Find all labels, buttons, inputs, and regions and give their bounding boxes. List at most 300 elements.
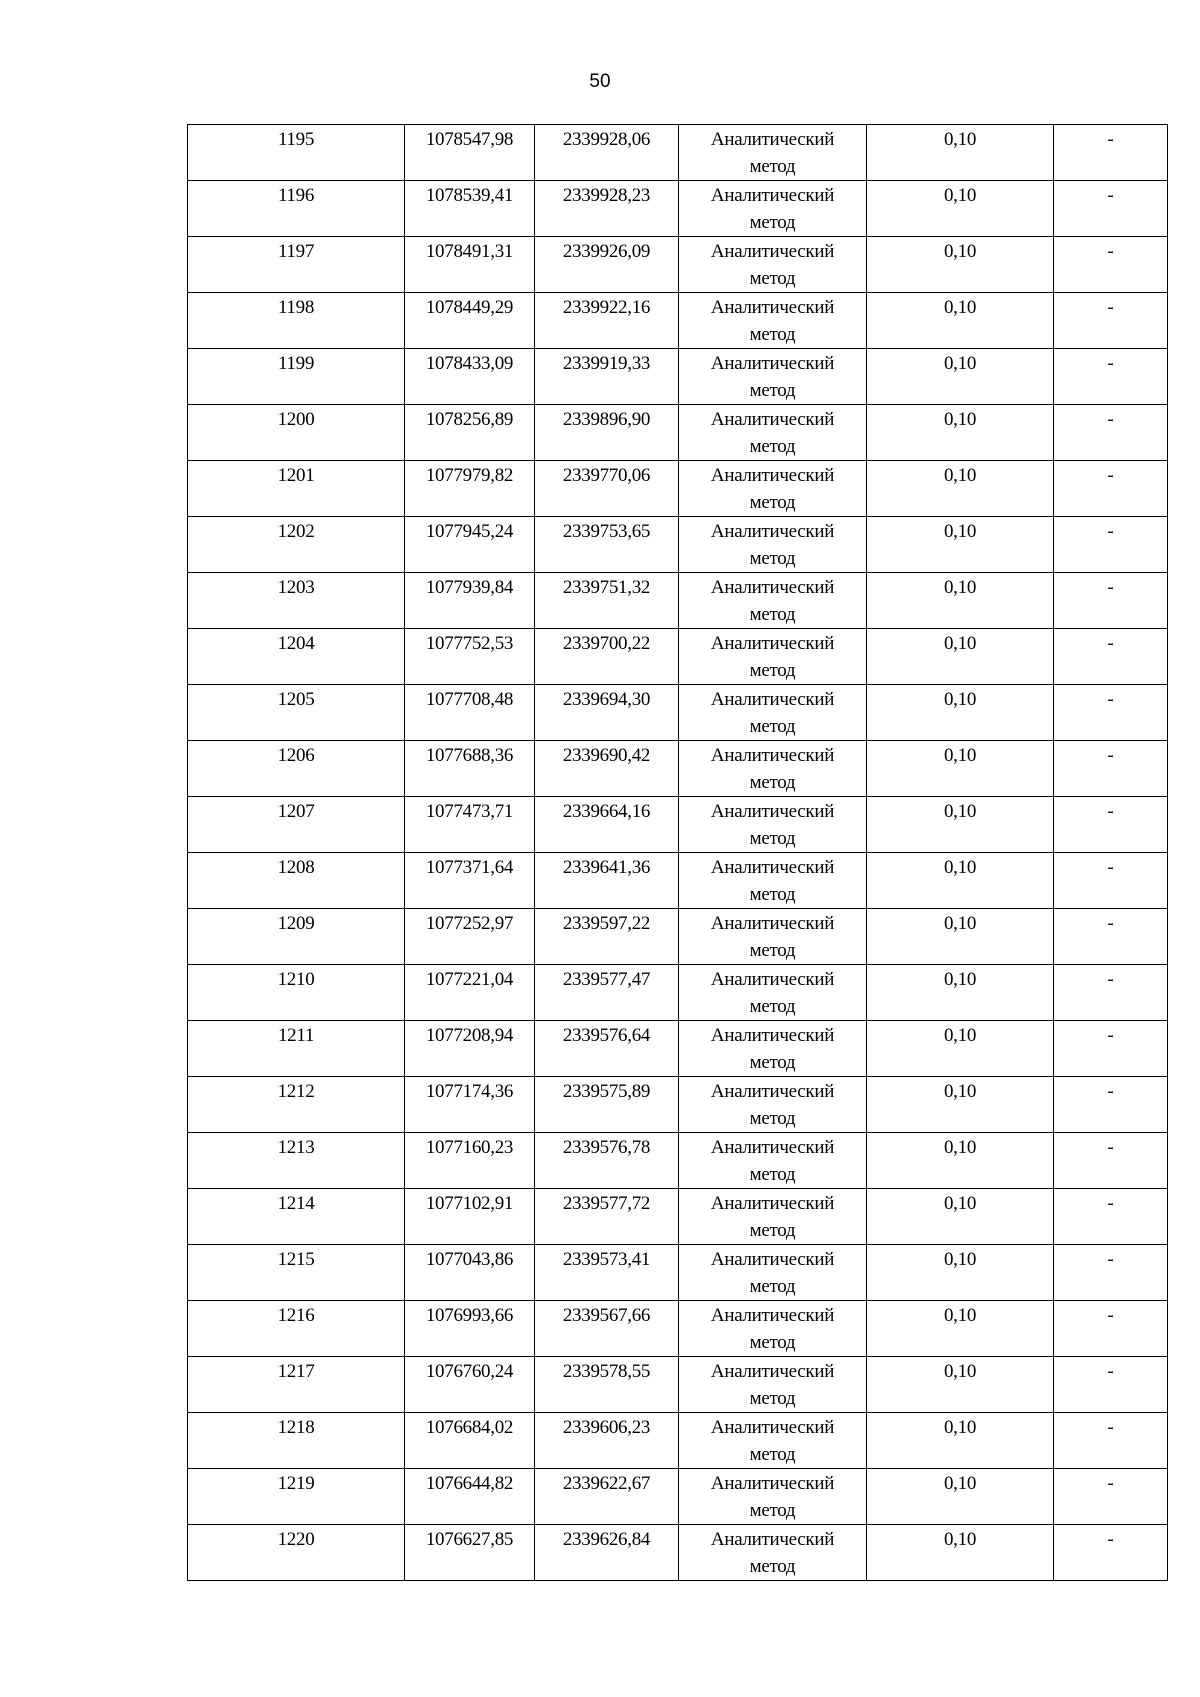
point-number-cell [188, 405, 405, 461]
point-number: 1212 [277, 1081, 315, 1102]
x-coordinate: 1077371,64 [425, 857, 514, 878]
accuracy-cell [867, 293, 1054, 349]
accuracy-cell [867, 965, 1054, 1021]
determination-method: Аналитический метод [710, 1249, 835, 1297]
table-row [188, 181, 1168, 237]
method-cell [679, 1413, 867, 1469]
accuracy-value: 0,10 [943, 409, 977, 430]
accuracy-value: 0,10 [943, 1473, 977, 1494]
note-value: - [1107, 1305, 1114, 1326]
note-value: - [1107, 969, 1114, 990]
y-coordinate: 2339578,55 [562, 1361, 651, 1382]
y-coordinate-cell [535, 1525, 679, 1581]
x-coordinate-cell [405, 237, 535, 293]
note-cell [1054, 349, 1168, 405]
y-coordinate-cell [535, 461, 679, 517]
method-cell [679, 797, 867, 853]
point-number: 1208 [277, 857, 315, 878]
table-row [188, 349, 1168, 405]
x-coordinate: 1076627,85 [425, 1529, 514, 1550]
x-coordinate-cell [405, 573, 535, 629]
determination-method: Аналитический метод [710, 745, 835, 793]
point-number: 1197 [277, 241, 315, 262]
y-coordinate-cell [535, 1301, 679, 1357]
point-number: 1220 [277, 1529, 315, 1550]
y-coordinate: 2339926,09 [562, 241, 651, 262]
point-number: 1213 [277, 1137, 315, 1158]
point-number-cell [188, 1301, 405, 1357]
point-number-cell [188, 1469, 405, 1525]
point-number-cell [188, 517, 405, 573]
note-value: - [1107, 577, 1114, 598]
y-coordinate-cell [535, 797, 679, 853]
method-cell [679, 1357, 867, 1413]
point-number-cell [188, 237, 405, 293]
accuracy-cell [867, 853, 1054, 909]
table-row [188, 909, 1168, 965]
accuracy-cell [867, 1189, 1054, 1245]
method-cell [679, 293, 867, 349]
note-value: - [1107, 633, 1114, 654]
y-coordinate-cell [535, 1077, 679, 1133]
x-coordinate: 1078539,41 [425, 185, 514, 206]
x-coordinate: 1077252,97 [425, 913, 514, 934]
note-cell [1054, 405, 1168, 461]
y-coordinate: 2339928,23 [562, 185, 651, 206]
accuracy-value: 0,10 [943, 801, 977, 822]
accuracy-value: 0,10 [943, 1193, 977, 1214]
determination-method: Аналитический метод [710, 241, 835, 289]
x-coordinate: 1078256,89 [425, 409, 514, 430]
point-number-cell [188, 1413, 405, 1469]
method-cell [679, 181, 867, 237]
accuracy-value: 0,10 [943, 577, 977, 598]
determination-method: Аналитический метод [710, 1417, 835, 1465]
note-value: - [1107, 801, 1114, 822]
table-row [188, 741, 1168, 797]
table-row [188, 405, 1168, 461]
x-coordinate: 1077208,94 [425, 1025, 514, 1046]
method-cell [679, 237, 867, 293]
determination-method: Аналитический метод [710, 1193, 835, 1241]
method-cell [679, 965, 867, 1021]
point-number: 1201 [277, 465, 315, 486]
note-value: - [1107, 353, 1114, 374]
accuracy-cell [867, 237, 1054, 293]
x-coordinate: 1076644,82 [425, 1473, 514, 1494]
y-coordinate: 2339577,72 [562, 1193, 651, 1214]
determination-method: Аналитический метод [710, 801, 835, 849]
x-coordinate: 1078547,98 [425, 129, 514, 150]
point-number-cell [188, 461, 405, 517]
accuracy-value: 0,10 [943, 689, 977, 710]
y-coordinate: 2339567,66 [562, 1305, 651, 1326]
note-value: - [1107, 745, 1114, 766]
point-number-cell [188, 1077, 405, 1133]
note-cell [1054, 909, 1168, 965]
note-value: - [1107, 857, 1114, 878]
y-coordinate: 2339576,78 [562, 1137, 651, 1158]
note-cell [1054, 1077, 1168, 1133]
x-coordinate: 1077945,24 [425, 521, 514, 542]
point-number: 1209 [277, 913, 315, 934]
y-coordinate: 2339606,23 [562, 1417, 651, 1438]
y-coordinate: 2339622,67 [562, 1473, 651, 1494]
y-coordinate-cell [535, 1021, 679, 1077]
point-number: 1219 [277, 1473, 315, 1494]
determination-method: Аналитический метод [710, 353, 835, 401]
x-coordinate-cell [405, 1301, 535, 1357]
point-number-cell [188, 965, 405, 1021]
table-row [188, 125, 1168, 181]
y-coordinate: 2339753,65 [562, 521, 651, 542]
x-coordinate: 1077221,04 [425, 969, 514, 990]
method-cell [679, 1133, 867, 1189]
x-coordinate: 1076760,24 [425, 1361, 514, 1382]
determination-method: Аналитический метод [710, 633, 835, 681]
method-cell [679, 909, 867, 965]
x-coordinate-cell [405, 517, 535, 573]
note-cell [1054, 685, 1168, 741]
accuracy-value: 0,10 [943, 969, 977, 990]
determination-method: Аналитический метод [710, 689, 835, 737]
point-number-cell [188, 797, 405, 853]
table-row [188, 1301, 1168, 1357]
x-coordinate: 1077043,86 [425, 1249, 514, 1270]
accuracy-value: 0,10 [943, 297, 977, 318]
accuracy-value: 0,10 [943, 1081, 977, 1102]
method-cell [679, 405, 867, 461]
table-row [188, 629, 1168, 685]
x-coordinate: 1077688,36 [425, 745, 514, 766]
determination-method: Аналитический метод [710, 577, 835, 625]
y-coordinate: 2339576,64 [562, 1025, 651, 1046]
accuracy-cell [867, 1077, 1054, 1133]
x-coordinate-cell [405, 741, 535, 797]
point-number: 1210 [277, 969, 315, 990]
accuracy-cell [867, 1357, 1054, 1413]
y-coordinate: 2339700,22 [562, 633, 651, 654]
note-cell [1054, 1413, 1168, 1469]
y-coordinate-cell [535, 1469, 679, 1525]
determination-method: Аналитический метод [710, 409, 835, 457]
accuracy-cell [867, 349, 1054, 405]
note-cell [1054, 125, 1168, 181]
point-number-cell [188, 573, 405, 629]
x-coordinate: 1078449,29 [425, 297, 514, 318]
method-cell [679, 1525, 867, 1581]
point-number-cell [188, 349, 405, 405]
table-row [188, 293, 1168, 349]
accuracy-value: 0,10 [943, 1361, 977, 1382]
determination-method: Аналитический метод [710, 1473, 835, 1521]
note-cell [1054, 1245, 1168, 1301]
note-cell [1054, 517, 1168, 573]
y-coordinate-cell [535, 909, 679, 965]
x-coordinate-cell [405, 349, 535, 405]
y-coordinate: 2339690,42 [562, 745, 651, 766]
x-coordinate: 1077979,82 [425, 465, 514, 486]
determination-method: Аналитический метод [710, 521, 835, 569]
table-row [188, 1189, 1168, 1245]
method-cell [679, 1077, 867, 1133]
note-value: - [1107, 465, 1114, 486]
point-number-cell [188, 1021, 405, 1077]
note-cell [1054, 1133, 1168, 1189]
accuracy-value: 0,10 [943, 633, 977, 654]
accuracy-value: 0,10 [943, 1025, 977, 1046]
accuracy-cell [867, 517, 1054, 573]
y-coordinate: 2339928,06 [562, 129, 651, 150]
accuracy-value: 0,10 [943, 745, 977, 766]
y-coordinate: 2339919,33 [562, 353, 651, 374]
note-cell [1054, 461, 1168, 517]
y-coordinate-cell [535, 1357, 679, 1413]
x-coordinate: 1077939,84 [425, 577, 514, 598]
x-coordinate-cell [405, 1245, 535, 1301]
point-number: 1202 [277, 521, 315, 542]
x-coordinate-cell [405, 1077, 535, 1133]
note-cell [1054, 181, 1168, 237]
method-cell [679, 1245, 867, 1301]
determination-method: Аналитический метод [710, 297, 835, 345]
page-number: 50 [589, 71, 611, 92]
determination-method: Аналитический метод [710, 1081, 835, 1129]
note-cell [1054, 965, 1168, 1021]
method-cell [679, 125, 867, 181]
table-row [188, 573, 1168, 629]
note-cell [1054, 237, 1168, 293]
accuracy-cell [867, 741, 1054, 797]
accuracy-value: 0,10 [943, 521, 977, 542]
point-number-cell [188, 125, 405, 181]
method-cell [679, 1469, 867, 1525]
note-cell [1054, 853, 1168, 909]
x-coordinate-cell [405, 1525, 535, 1581]
note-value: - [1107, 409, 1114, 430]
determination-method: Аналитический метод [710, 465, 835, 513]
y-coordinate-cell [535, 1189, 679, 1245]
x-coordinate-cell [405, 125, 535, 181]
x-coordinate-cell [405, 1469, 535, 1525]
method-cell [679, 1301, 867, 1357]
method-cell [679, 573, 867, 629]
determination-method: Аналитический метод [710, 1305, 835, 1353]
table-row [188, 797, 1168, 853]
y-coordinate: 2339922,16 [562, 297, 651, 318]
x-coordinate: 1076684,02 [425, 1417, 514, 1438]
point-number: 1196 [277, 185, 315, 206]
note-value: - [1107, 297, 1114, 318]
x-coordinate-cell [405, 965, 535, 1021]
x-coordinate: 1076993,66 [425, 1305, 514, 1326]
x-coordinate: 1077174,36 [425, 1081, 514, 1102]
point-number: 1205 [277, 689, 315, 710]
point-number-cell [188, 909, 405, 965]
table-row [188, 517, 1168, 573]
x-coordinate-cell [405, 797, 535, 853]
y-coordinate-cell [535, 237, 679, 293]
point-number: 1203 [277, 577, 315, 598]
accuracy-value: 0,10 [943, 1249, 977, 1270]
x-coordinate-cell [405, 1357, 535, 1413]
x-coordinate-cell [405, 405, 535, 461]
method-cell [679, 349, 867, 405]
y-coordinate: 2339694,30 [562, 689, 651, 710]
x-coordinate: 1077473,71 [425, 801, 514, 822]
y-coordinate: 2339626,84 [562, 1529, 651, 1550]
note-cell [1054, 293, 1168, 349]
note-value: - [1107, 1417, 1114, 1438]
note-value: - [1107, 129, 1114, 150]
determination-method: Аналитический метод [710, 185, 835, 233]
point-number: 1218 [277, 1417, 315, 1438]
y-coordinate: 2339575,89 [562, 1081, 651, 1102]
note-value: - [1107, 1025, 1114, 1046]
point-number-cell [188, 685, 405, 741]
point-number: 1214 [277, 1193, 315, 1214]
note-value: - [1107, 185, 1114, 206]
y-coordinate-cell [535, 405, 679, 461]
x-coordinate-cell [405, 1189, 535, 1245]
x-coordinate-cell [405, 181, 535, 237]
note-value: - [1107, 1081, 1114, 1102]
determination-method: Аналитический метод [710, 129, 835, 177]
accuracy-cell [867, 1525, 1054, 1581]
accuracy-value: 0,10 [943, 129, 977, 150]
point-number-cell [188, 629, 405, 685]
x-coordinate-cell [405, 293, 535, 349]
x-coordinate: 1078433,09 [425, 353, 514, 374]
accuracy-cell [867, 909, 1054, 965]
y-coordinate-cell [535, 1133, 679, 1189]
point-number: 1195 [277, 129, 315, 150]
note-cell [1054, 797, 1168, 853]
point-number: 1216 [277, 1305, 315, 1326]
point-number-cell [188, 181, 405, 237]
method-cell [679, 741, 867, 797]
table-row [188, 461, 1168, 517]
y-coordinate: 2339751,32 [562, 577, 651, 598]
method-cell [679, 853, 867, 909]
accuracy-cell [867, 1133, 1054, 1189]
accuracy-value: 0,10 [943, 857, 977, 878]
point-number-cell [188, 1357, 405, 1413]
y-coordinate-cell [535, 573, 679, 629]
note-value: - [1107, 1473, 1114, 1494]
accuracy-cell [867, 181, 1054, 237]
accuracy-cell [867, 461, 1054, 517]
accuracy-value: 0,10 [943, 465, 977, 486]
y-coordinate: 2339770,06 [562, 465, 651, 486]
table-row [188, 1133, 1168, 1189]
y-coordinate-cell [535, 517, 679, 573]
y-coordinate: 2339573,41 [562, 1249, 651, 1270]
point-number-cell [188, 853, 405, 909]
table-row [188, 1525, 1168, 1581]
point-number: 1207 [277, 801, 315, 822]
y-coordinate-cell [535, 293, 679, 349]
y-coordinate-cell [535, 629, 679, 685]
accuracy-value: 0,10 [943, 1417, 977, 1438]
determination-method: Аналитический метод [710, 969, 835, 1017]
point-number: 1199 [277, 353, 315, 374]
x-coordinate-cell [405, 1021, 535, 1077]
table-row [188, 1245, 1168, 1301]
note-value: - [1107, 1137, 1114, 1158]
point-number: 1217 [277, 1361, 315, 1382]
point-number: 1206 [277, 745, 315, 766]
note-cell [1054, 1357, 1168, 1413]
note-value: - [1107, 241, 1114, 262]
point-number: 1211 [277, 1025, 315, 1046]
table-row [188, 1357, 1168, 1413]
accuracy-value: 0,10 [943, 1137, 977, 1158]
note-value: - [1107, 1249, 1114, 1270]
y-coordinate-cell [535, 853, 679, 909]
y-coordinate-cell [535, 349, 679, 405]
point-number-cell [188, 1525, 405, 1581]
note-cell [1054, 1525, 1168, 1581]
y-coordinate: 2339577,47 [562, 969, 651, 990]
coordinates-table-body [188, 125, 1168, 1581]
y-coordinate-cell [535, 741, 679, 797]
accuracy-cell [867, 1245, 1054, 1301]
method-cell [679, 629, 867, 685]
point-number-cell [188, 1245, 405, 1301]
note-cell [1054, 629, 1168, 685]
accuracy-value: 0,10 [943, 353, 977, 374]
determination-method: Аналитический метод [710, 1137, 835, 1185]
x-coordinate-cell [405, 685, 535, 741]
note-cell [1054, 741, 1168, 797]
point-number: 1215 [277, 1249, 315, 1270]
accuracy-value: 0,10 [943, 241, 977, 262]
accuracy-cell [867, 1301, 1054, 1357]
note-value: - [1107, 689, 1114, 710]
accuracy-cell [867, 405, 1054, 461]
y-coordinate-cell [535, 965, 679, 1021]
method-cell [679, 517, 867, 573]
y-coordinate: 2339597,22 [562, 913, 651, 934]
accuracy-value: 0,10 [943, 913, 977, 934]
note-value: - [1107, 521, 1114, 542]
point-number: 1204 [277, 633, 315, 654]
coordinates-table [187, 124, 1168, 1581]
note-value: - [1107, 1193, 1114, 1214]
accuracy-value: 0,10 [943, 1305, 977, 1326]
accuracy-cell [867, 1021, 1054, 1077]
accuracy-cell [867, 797, 1054, 853]
table-row [188, 1077, 1168, 1133]
note-value: - [1107, 1361, 1114, 1382]
x-coordinate-cell [405, 461, 535, 517]
determination-method: Аналитический метод [710, 1361, 835, 1409]
y-coordinate: 2339664,16 [562, 801, 651, 822]
accuracy-cell [867, 1469, 1054, 1525]
point-number: 1200 [277, 409, 315, 430]
y-coordinate: 2339896,90 [562, 409, 651, 430]
y-coordinate-cell [535, 1413, 679, 1469]
table-row [188, 1413, 1168, 1469]
x-coordinate: 1077102,91 [425, 1193, 514, 1214]
x-coordinate: 1078491,31 [425, 241, 514, 262]
x-coordinate-cell [405, 629, 535, 685]
point-number-cell [188, 293, 405, 349]
accuracy-cell [867, 685, 1054, 741]
point-number-cell [188, 741, 405, 797]
table-row [188, 853, 1168, 909]
